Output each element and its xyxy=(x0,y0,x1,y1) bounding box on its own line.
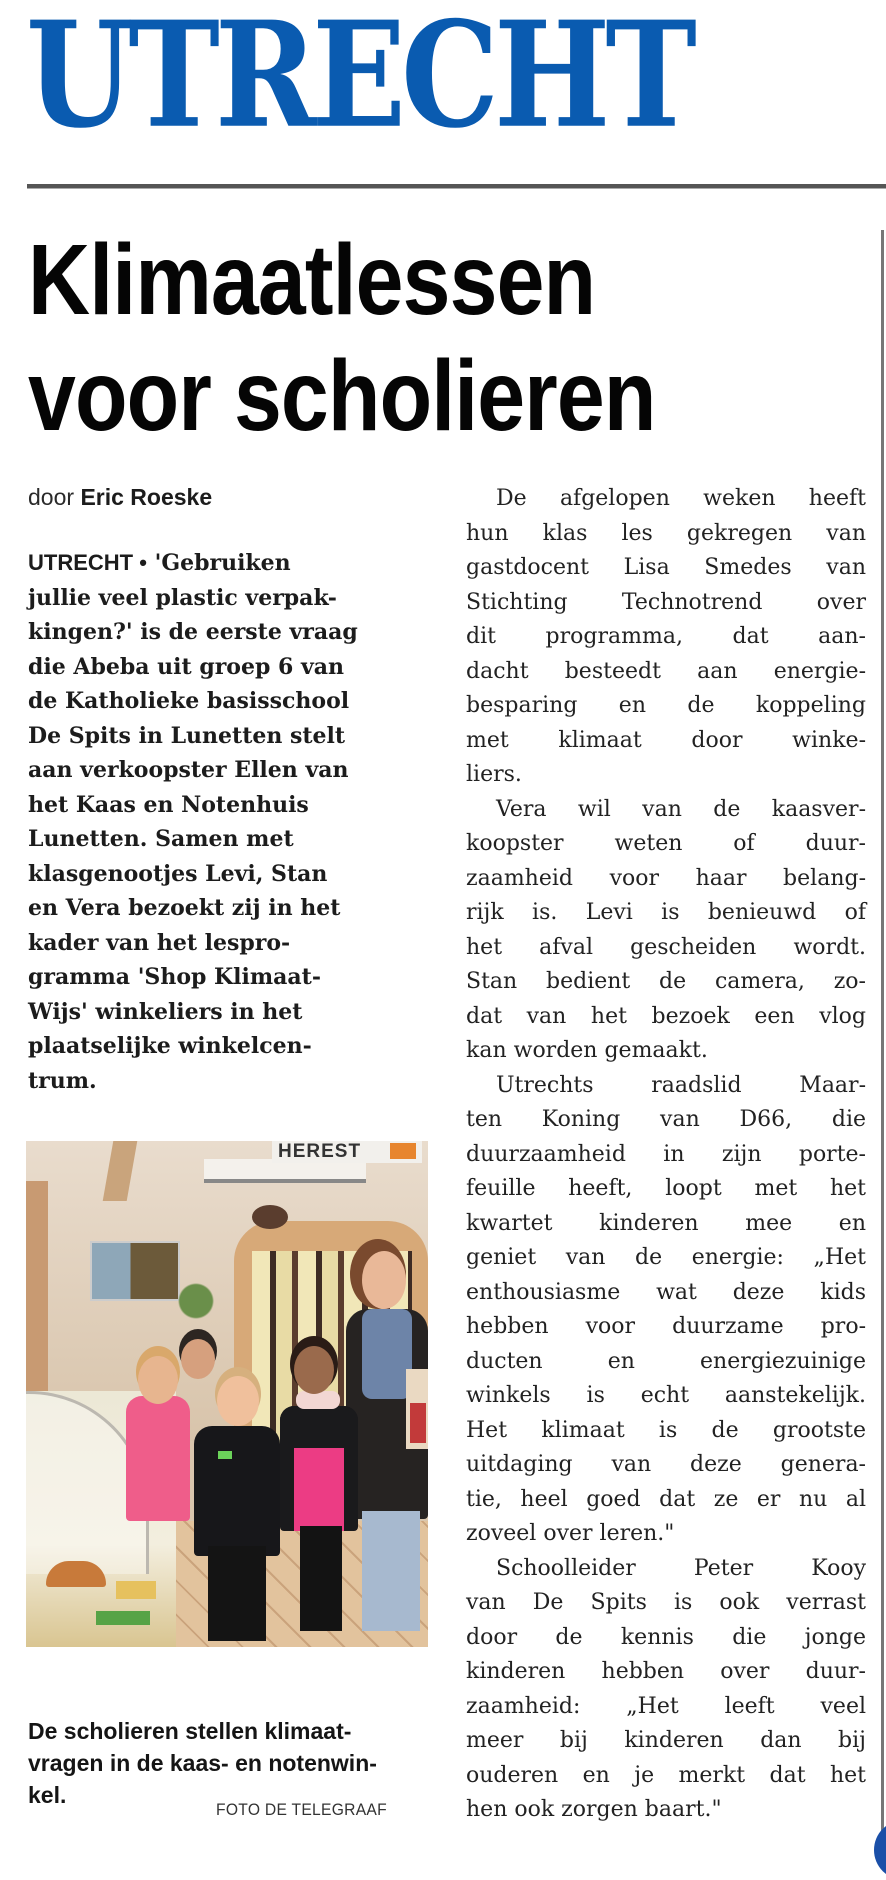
photo-woman-head xyxy=(362,1251,406,1309)
body-line: zoveel over leren." xyxy=(466,1521,675,1546)
body-line: koopster weten of duur- xyxy=(466,831,866,856)
body-line: trum. xyxy=(28,1067,97,1094)
body-line: dacht besteedt aan energie- xyxy=(466,658,866,684)
body-line: jullie veel plastic verpak- xyxy=(28,584,337,611)
article-photo xyxy=(26,1141,428,1647)
photo-kid-black-jacket xyxy=(194,1426,280,1556)
body-line: het Kaas en Notenhuis xyxy=(28,791,309,818)
photo-kid-scarf xyxy=(296,1391,340,1409)
body-line: enthousiasme wat deze kids xyxy=(466,1279,866,1305)
body-line: gastdocent Lisa Smedes van xyxy=(466,555,866,580)
body-line: door de kennis die jonge xyxy=(466,1624,866,1650)
body-line: De afgelopen weken heeft xyxy=(496,486,866,511)
dateline: UTRECHT • xyxy=(28,550,147,575)
headline-line-1: Klimaatlessen xyxy=(28,224,596,336)
photo-product xyxy=(96,1611,150,1625)
body-line: rijk is. Levi is benieuwd of xyxy=(466,900,866,925)
photo-kid-head xyxy=(181,1339,215,1379)
body-line: hebben voor duurzame pro- xyxy=(466,1314,866,1339)
body-line: Stichting Technotrend over xyxy=(466,589,866,615)
photo-sign-logo xyxy=(390,1143,416,1159)
photo-store-sign: HEREST xyxy=(272,1141,422,1163)
photo-cheese xyxy=(46,1561,106,1587)
photo-plant xyxy=(176,1271,216,1321)
body-line: Schoolleider Peter Kooy xyxy=(496,1555,866,1581)
photo-woman-jeans xyxy=(362,1511,420,1631)
headline xyxy=(28,222,742,454)
caption-line: De scholieren stellen klimaat- xyxy=(28,1718,352,1744)
body-line: kingen?' is de eerste vraag xyxy=(28,619,358,645)
body-line: van De Spits is ook verrast xyxy=(466,1590,866,1615)
byline xyxy=(28,484,212,511)
byline-author: Eric Roeske xyxy=(80,484,213,510)
column-border xyxy=(881,230,884,1842)
body-line: meer bij kinderen dan bij xyxy=(466,1728,866,1753)
caption-line: vragen in de kaas- en notenwin- xyxy=(28,1750,377,1776)
body-line: geniet van de energie: „Het xyxy=(466,1245,866,1270)
photo-kid-jacket-top xyxy=(280,1406,358,1448)
photo-product xyxy=(116,1581,156,1599)
body-line: ouderen en je merkt dat het xyxy=(466,1762,866,1788)
body-line: ducten en energiezuinige xyxy=(466,1348,866,1374)
body-line: UTRECHT • 'Gebruiken xyxy=(28,550,291,576)
body-line: winkels is echt aanstekelijk. xyxy=(466,1383,866,1408)
photo-kid-head xyxy=(217,1376,259,1426)
body-line: kader van het lespro- xyxy=(28,929,291,956)
body-line: Het klimaat is de grootste xyxy=(466,1417,866,1443)
corner-decoration xyxy=(874,1820,886,1880)
body-line: liers. xyxy=(466,762,522,787)
body-line: zaamheid: „Het leeft veel xyxy=(466,1693,866,1719)
photo-bag-print xyxy=(410,1403,426,1443)
photo-poster xyxy=(90,1241,180,1301)
photo-kid-legs xyxy=(208,1546,266,1641)
body-line: kan worden gemaakt. xyxy=(466,1038,708,1063)
photo-caption xyxy=(28,1715,428,1811)
right-column xyxy=(466,482,866,1828)
body-line: en Vera bezoekt zij in het xyxy=(28,895,341,921)
body-line: kwartet kinderen mee en xyxy=(466,1210,866,1236)
photo-barrel xyxy=(252,1205,288,1229)
body-line: hen ook zorgen baart." xyxy=(466,1797,722,1822)
body-line: plaatselijke winkelcen- xyxy=(28,1033,312,1059)
body-line: De Spits in Lunetten stelt xyxy=(28,722,346,749)
masthead-divider xyxy=(27,184,886,189)
photo-kid-head xyxy=(138,1356,178,1404)
body-line: die Abeba uit groep 6 van xyxy=(28,653,345,680)
photo-kid-head xyxy=(294,1346,334,1394)
left-column xyxy=(28,546,428,1098)
body-line: besparing en de koppeling xyxy=(466,693,866,718)
body-line: hun klas les gekregen van xyxy=(466,520,866,546)
masthead-title: UTRECHT xyxy=(26,0,692,161)
body-line: het afval gescheiden wordt. xyxy=(466,934,866,960)
body-line: Utrechts raadslid Maar- xyxy=(496,1072,866,1098)
byline-prefix: door xyxy=(28,484,75,510)
body-line: feuille heeft, loopt met het xyxy=(466,1176,866,1201)
body-line: ten Koning van D66, die xyxy=(466,1107,866,1132)
body-line: zaamheid voor haar belang- xyxy=(466,865,866,891)
body-line: tie, heel goed dat ze er nu al xyxy=(466,1486,866,1512)
body-line: Vera wil van de kaasver- xyxy=(496,796,866,822)
caption-line: kel. xyxy=(28,1782,67,1808)
body-line: aan verkoopster Ellen van xyxy=(28,757,349,783)
photo-woman-scarf xyxy=(362,1309,412,1399)
body-line: Stan bedient de camera, zo- xyxy=(466,969,866,994)
body-line: dat van het bezoek een vlog xyxy=(466,1003,866,1029)
body-line: de Katholieke basisschool xyxy=(28,688,350,714)
body-line: uitdaging van deze genera- xyxy=(466,1452,866,1477)
photo-credit: FOTO DE TELEGRAAF xyxy=(216,1800,387,1819)
body-line: met klimaat door winke- xyxy=(466,727,866,753)
body-line: Wijs' winkeliers in het xyxy=(28,998,303,1025)
body-line: duurzaamheid in zijn porte- xyxy=(466,1141,866,1167)
photo-kid-legs xyxy=(300,1526,342,1631)
body-line: Lunetten. Samen met xyxy=(28,826,294,852)
photo-badge xyxy=(218,1451,232,1459)
photo-kid-pink-jacket xyxy=(126,1396,190,1521)
body-line: kinderen hebben over duur- xyxy=(466,1659,866,1684)
body-line: klasgenootjes Levi, Stan xyxy=(28,860,328,887)
body-line: dit programma, dat aan- xyxy=(466,624,866,649)
body-line: gramma 'Shop Klimaat- xyxy=(28,964,321,990)
headline-line-2: voor scholieren xyxy=(28,340,656,452)
